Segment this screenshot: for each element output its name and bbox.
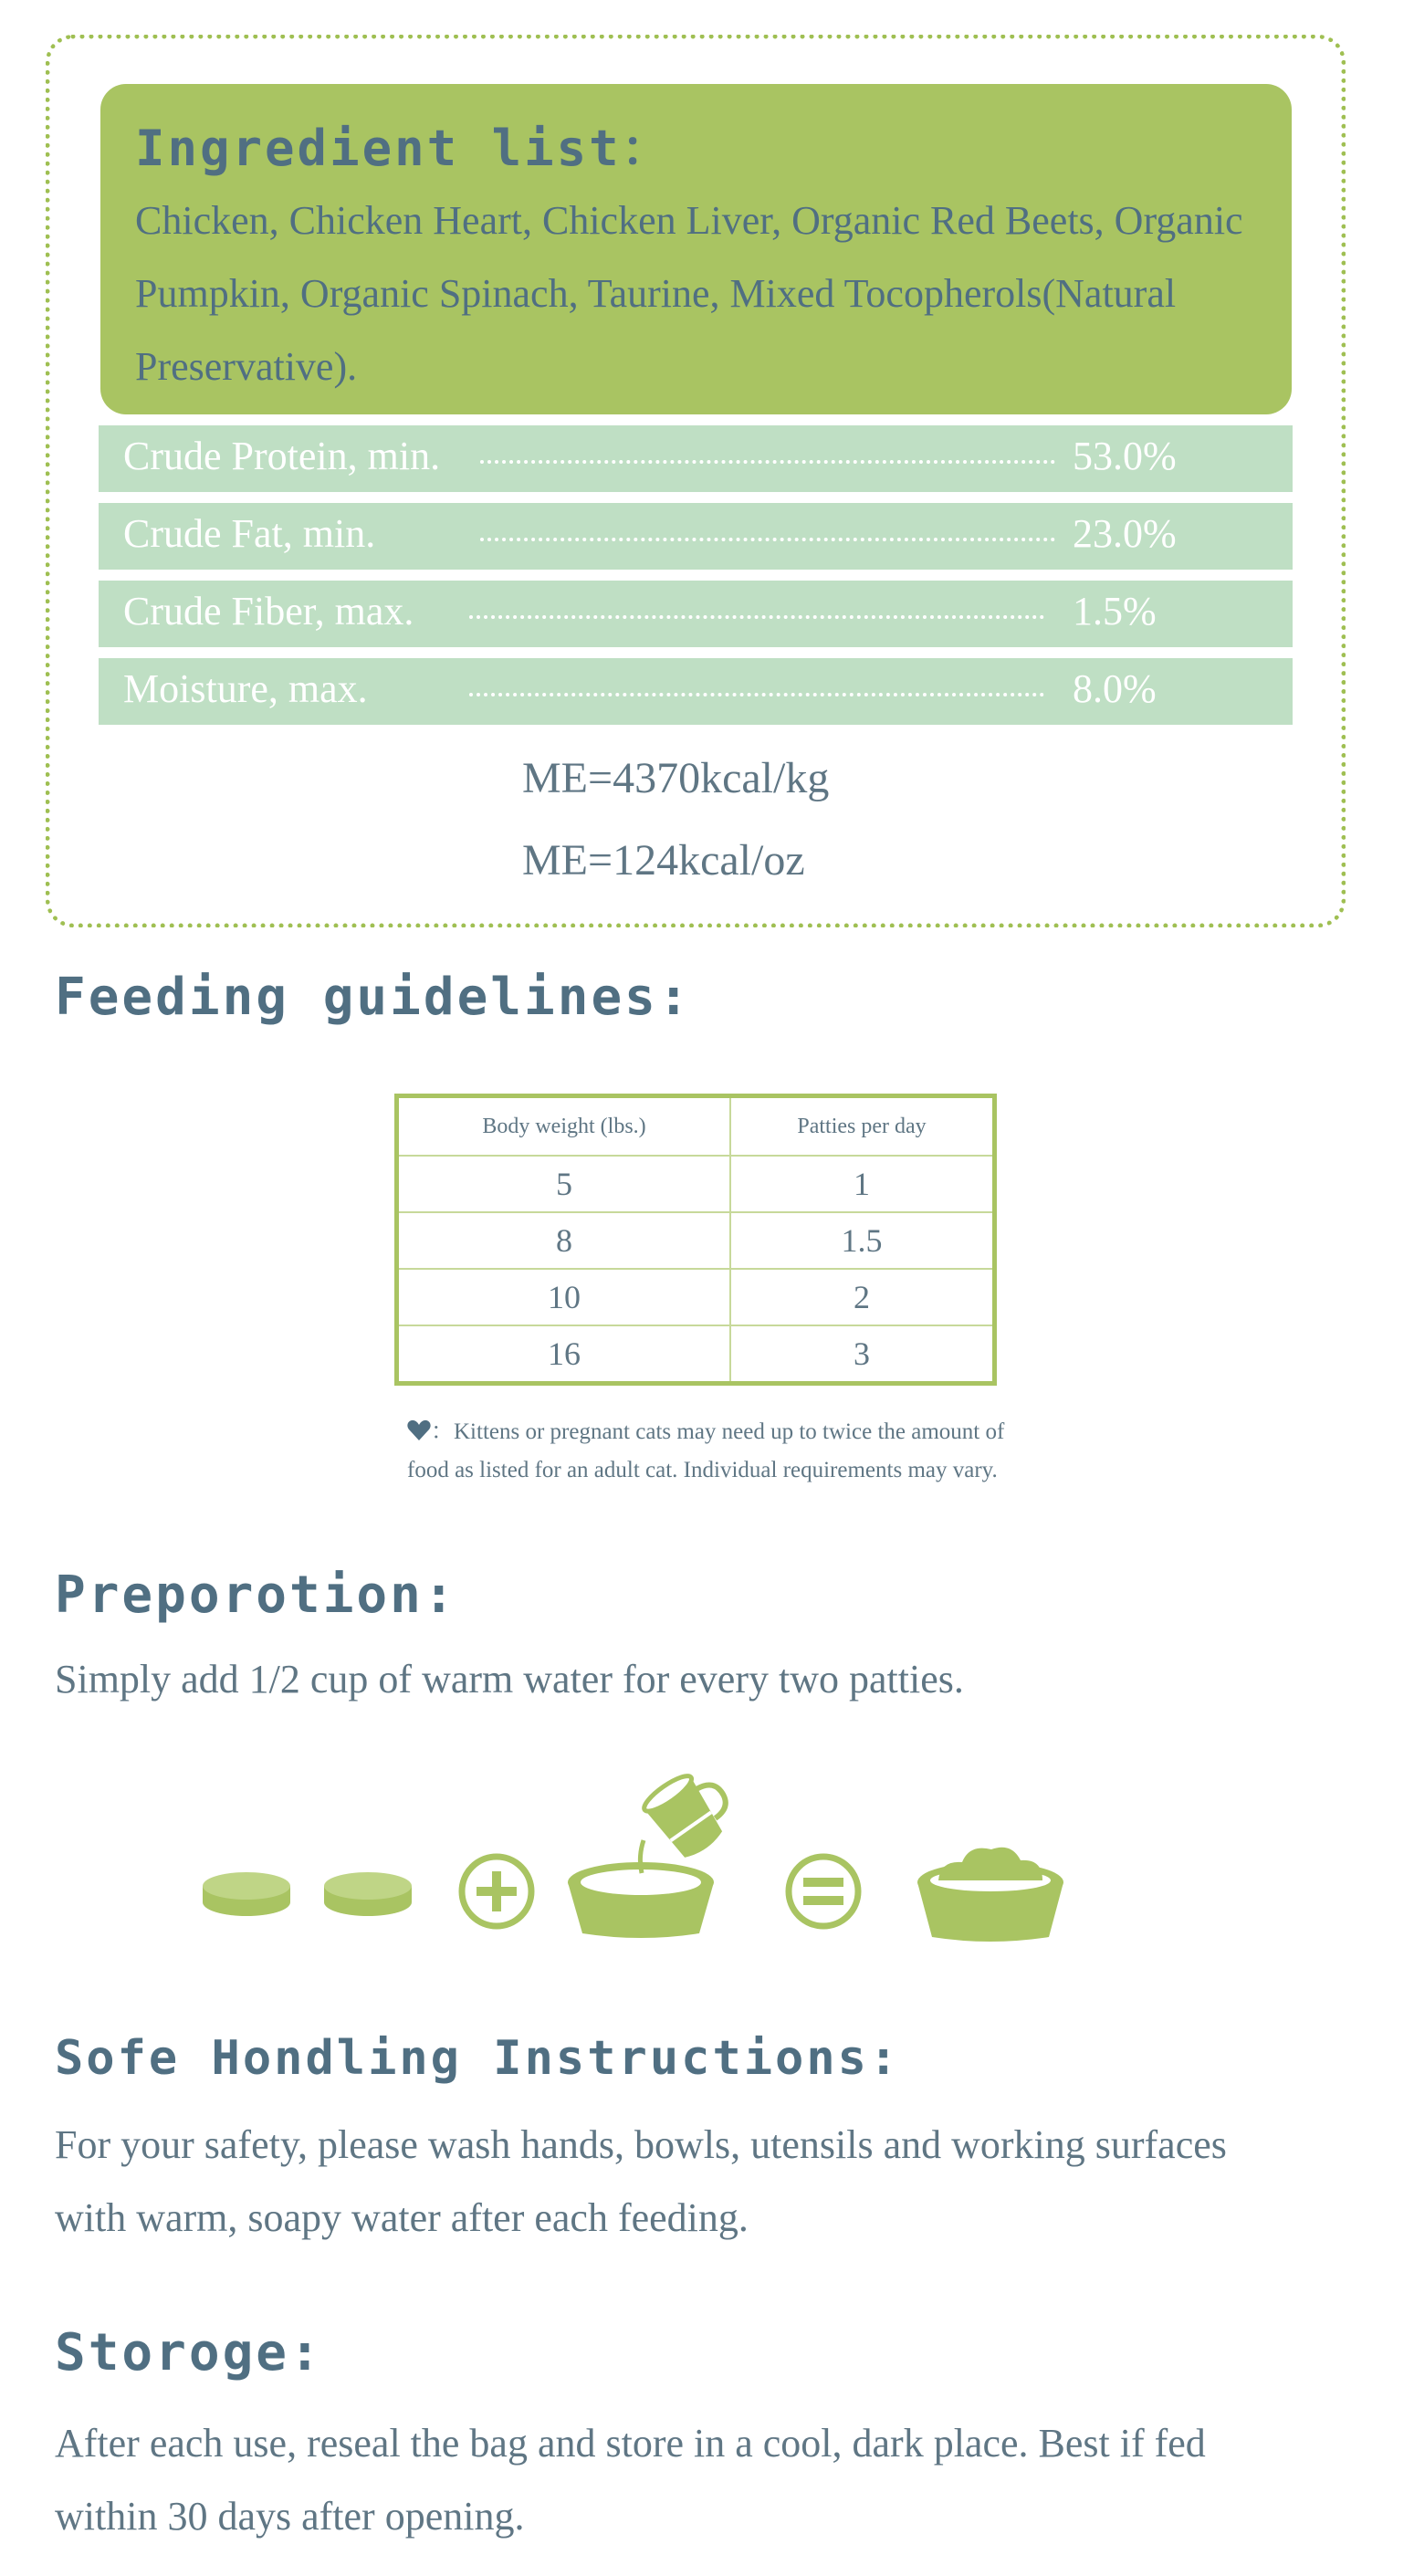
table-row (397, 1156, 995, 1212)
table-header-row (397, 1096, 995, 1157)
nutrition-value: 23.0% (1073, 511, 1177, 556)
bowl-with-water-icon (568, 1862, 714, 1938)
feeding-table (394, 1094, 997, 1386)
nutrition-row-fat (99, 503, 1293, 570)
nutrition-label: Moisture, max. (123, 666, 368, 711)
water-stream (640, 1840, 644, 1873)
plus-icon (462, 1857, 531, 1926)
table-cell: 3 (730, 1325, 994, 1384)
table-cell: 1.5 (730, 1212, 994, 1269)
preparation-illustration (183, 1762, 1095, 1972)
table-row (397, 1325, 995, 1384)
table-row (397, 1212, 995, 1269)
nutrition-label: Crude Fiber, max. (123, 589, 414, 634)
dotted-leader (480, 538, 1055, 541)
bowl-with-food-icon (917, 1848, 1063, 1942)
nutrition-label: Crude Fat, min. (123, 511, 376, 556)
nutrition-value: 53.0% (1073, 434, 1177, 478)
ingredient-list-text: Chicken, Chicken Heart, Chicken Liver, Organic Red Beets, Organic Pumpkin, Organic Spinach, Taurine, Mixed Tocopherols(Natural Preservative). (135, 198, 1243, 389)
pouring-cup-icon (640, 1762, 743, 1864)
nutrition-value: 1.5% (1073, 589, 1157, 634)
nutrition-row-fiber (99, 581, 1293, 647)
feeding-guidelines-title: Feeding guidelines: (55, 968, 692, 1027)
nutrition-row-protein (99, 425, 1293, 492)
feeding-note (407, 1413, 1046, 1490)
nutrition-label: Crude Protein, min. (123, 434, 441, 478)
patty-icon (324, 1872, 412, 1916)
ingredient-list-title: Ingredient list： (135, 120, 674, 177)
safe-handling-text: For your safety, please wash hands, bowls, utensils and working surfaces with warm, soapy water after each feeding. (55, 2122, 1227, 2240)
heart-icon (407, 1419, 431, 1441)
table-cell: 16 (397, 1325, 731, 1384)
column-header-patties: Patties per day (730, 1096, 994, 1157)
dotted-leader (469, 693, 1044, 696)
energy-per-kg: ME=4370kcal/kg (522, 754, 830, 802)
feeding-note-text: ：Kittens or pregnant cats may need up to twice the amount of food as listed for an adult cat. Individual requirements may vary. (407, 1419, 1005, 1482)
preparation-text: Simply add 1/2 cup of warm water for every two patties. (55, 1657, 964, 1702)
preparation-title: Preporotion: (55, 1565, 457, 1625)
storage-title: Storoge: (55, 2323, 323, 2382)
dotted-leader (480, 460, 1055, 464)
table-cell: 5 (397, 1156, 731, 1212)
nutrition-row-moisture (99, 658, 1293, 725)
nutrition-value: 8.0% (1073, 666, 1157, 711)
dotted-leader (469, 615, 1044, 619)
column-header-body-weight: Body weight (lbs.) (397, 1096, 731, 1157)
table-cell: 10 (397, 1269, 731, 1325)
ingredient-list-box (100, 84, 1292, 414)
table-row (397, 1269, 995, 1325)
table-cell: 2 (730, 1269, 994, 1325)
safe-handling-title: Sofe Hondling Instructions: (55, 2031, 901, 2086)
table-cell: 1 (730, 1156, 994, 1212)
table-cell: 8 (397, 1212, 731, 1269)
equals-icon (789, 1857, 858, 1926)
energy-per-oz: ME=124kcal/oz (522, 836, 805, 885)
storage-text: After each use, reseal the bag and store in a cool, dark place. Best if fed within 30 days after opening. (55, 2421, 1206, 2539)
patty-icon (203, 1872, 290, 1916)
